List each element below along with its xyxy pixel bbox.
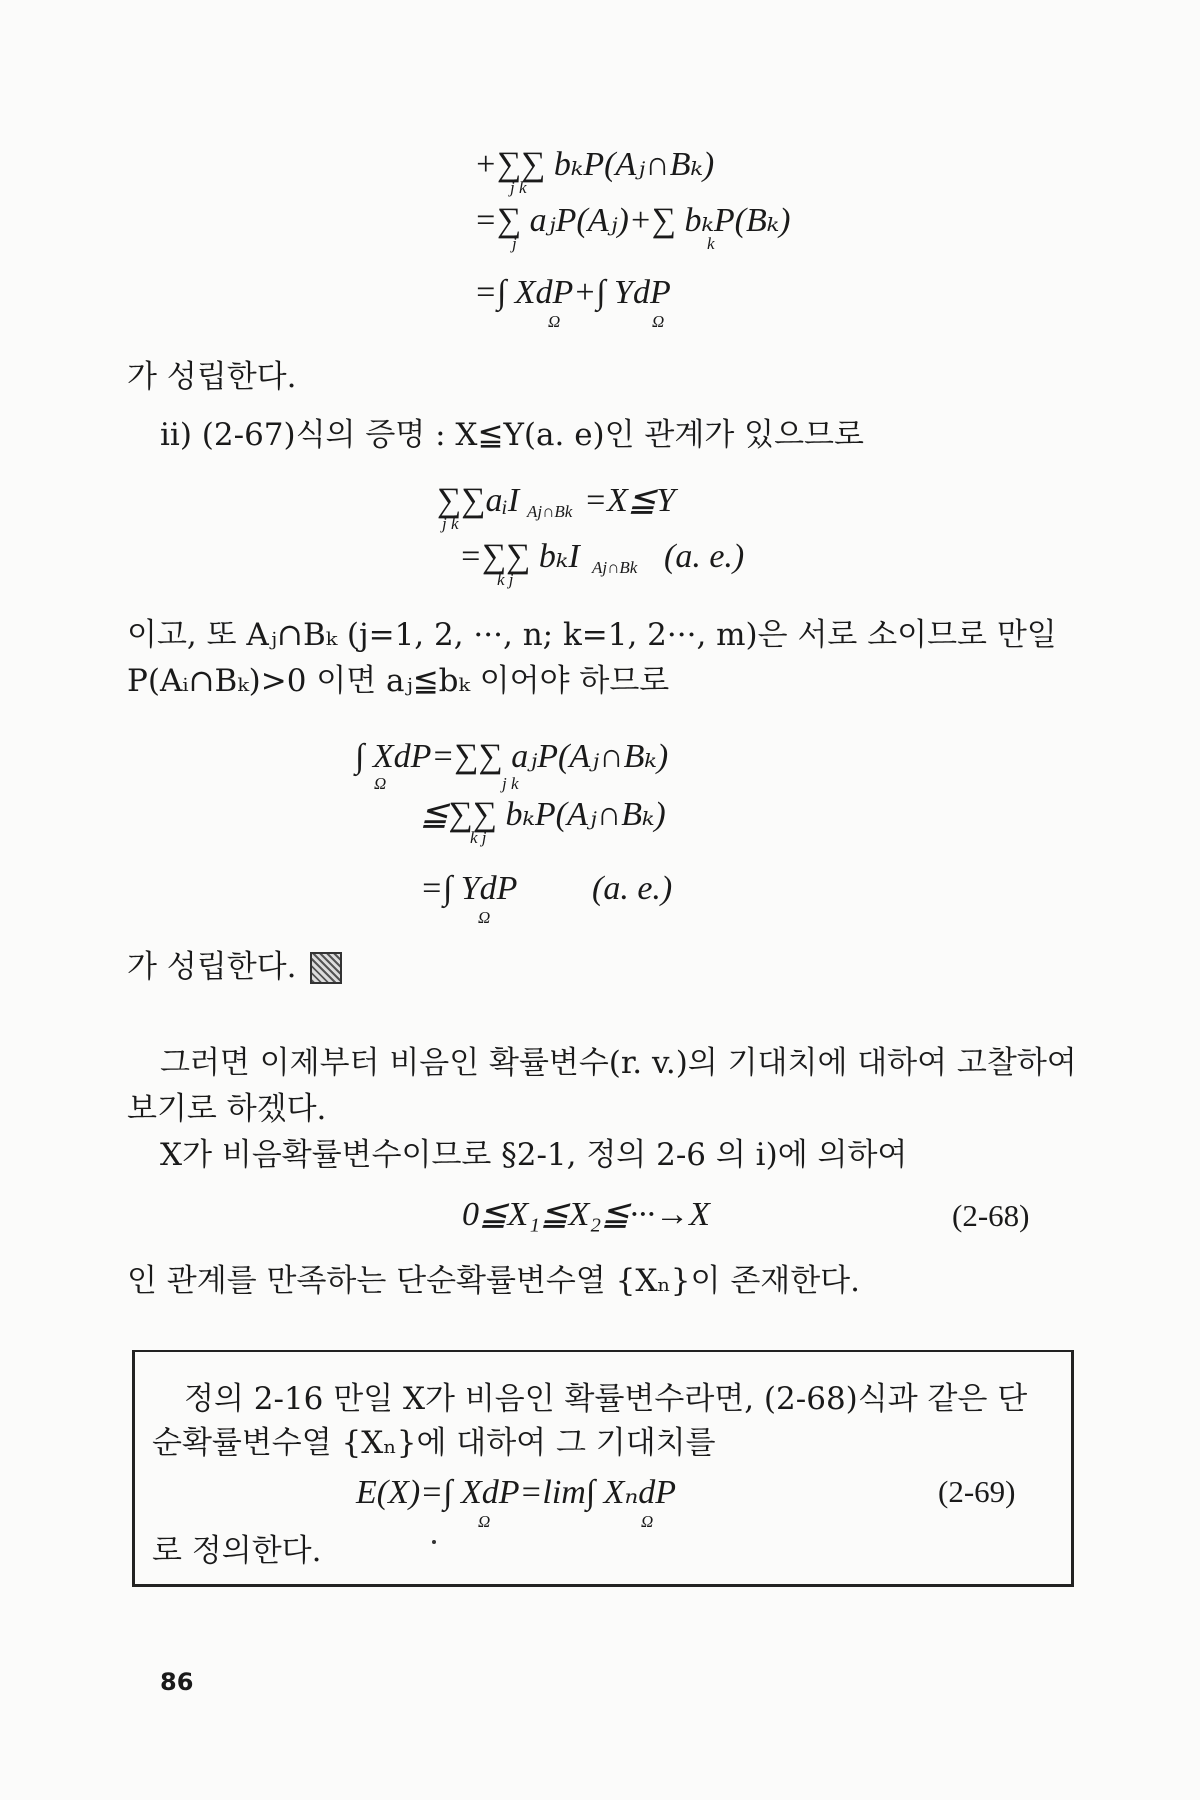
qed-icon [310, 952, 342, 984]
para-exists: 인 관계를 만족하는 단순확률변수열 {Xₙ}이 존재한다. [127, 1263, 860, 1299]
definition-formula-sub-a: Ω [478, 1512, 491, 1531]
eq-ineq-line3-ae: (a. e.) [592, 870, 673, 907]
eq-top-line2-sub-b: k [707, 234, 715, 253]
eq-ineq-line1: ∫ XdP=∑∑ aⱼP(Aⱼ∩Bₖ) [355, 738, 669, 775]
eq-top-line3-sub-b: Ω [652, 312, 665, 331]
eq-top-line3-sub-a: Ω [548, 312, 561, 331]
eq-top-line2-sub-a: j [512, 234, 517, 253]
definition-formula-sub-b: Ω [641, 1512, 654, 1531]
eq-mid-line2-sub: k j [497, 570, 514, 589]
definition-line1: 정의 2-16 만일 X가 비음인 확률변수라면, (2-68)식과 같은 단 [184, 1381, 1028, 1417]
eq-mid-line2: =∑∑ bₖI [459, 538, 580, 575]
eq-mid-line1-sub: j k [442, 514, 459, 533]
eq-ineq-line2: ≦∑∑ bₖP(Aⱼ∩Bₖ) [420, 796, 666, 833]
eq-ineq-line2-sub: k j [470, 828, 487, 847]
para-nonneg-line1: 그러면 이제부터 비음인 확률변수(r. v.)의 기대치에 대하여 고찰하여 [160, 1045, 1077, 1081]
para-since: X가 비음확률변수이므로 §2-1, 정의 2-6 의 i)에 의하여 [160, 1137, 908, 1173]
eq-top-line1-sub: j k [510, 178, 527, 197]
eq-top-line2: =∑ aⱼP(Aⱼ)+∑ bₖP(Bₖ) [474, 202, 791, 239]
definition-line2: 순확률변수열 {Xₙ}에 대하여 그 기대치를 [152, 1425, 716, 1461]
eq-seq: 0≦X₁≦X₂≦···→X [462, 1196, 710, 1233]
proof-ii-heading: ii) (2-67)식의 증명 : X≦Y(a. e)인 관계가 있으므로 [160, 417, 864, 453]
eq-top-line1: +∑∑ bₖP(Aⱼ∩Bₖ) [474, 146, 715, 183]
eq-ineq-line3-sub: Ω [478, 908, 491, 927]
eq-mid-line1-rest: =X≦Y [584, 482, 676, 519]
eq-mid-line2-subscript: Aj∩Bk [592, 558, 638, 577]
para-nonneg-line2: 보기로 하겠다. [127, 1091, 327, 1127]
text-holds-1: 가 성립한다. [127, 359, 297, 395]
eq-ineq-line1-sub: j k [502, 774, 519, 793]
page-number: 86 [160, 1668, 194, 1696]
eq-ineq-line3: =∫ YdP [420, 870, 518, 907]
para-disjoint-line1: 이고, 또 Aⱼ∩Bₖ (j=1, 2, ···, n; k=1, 2···, m)은 서로 소이므로 만일 [127, 617, 1057, 653]
definition-line3: 로 정의한다. [152, 1533, 322, 1569]
eq-mid-line2-rest: (a. e.) [664, 538, 745, 575]
eq-seq-number: (2-68) [952, 1198, 1030, 1233]
definition-formula-number: (2-69) [938, 1474, 1016, 1509]
para-disjoint-line2: P(Aᵢ∩Bₖ)>0 이면 aⱼ≦bₖ 이어야 하므로 [127, 663, 670, 699]
eq-mid-line1-subscript: Aj∩Bk [527, 502, 573, 521]
eq-mid-line1: ∑∑aᵢI [437, 482, 520, 519]
eq-ineq-line1-sub-int: Ω [374, 774, 387, 793]
eq-top-line3: =∫ XdP+∫ YdP [474, 274, 671, 311]
text-holds-2: 가 성립한다. [127, 949, 297, 985]
definition-formula: E(X)=∫ XdP=lim∫ XₙdP [356, 1474, 676, 1511]
stray-dot [432, 1540, 436, 1544]
